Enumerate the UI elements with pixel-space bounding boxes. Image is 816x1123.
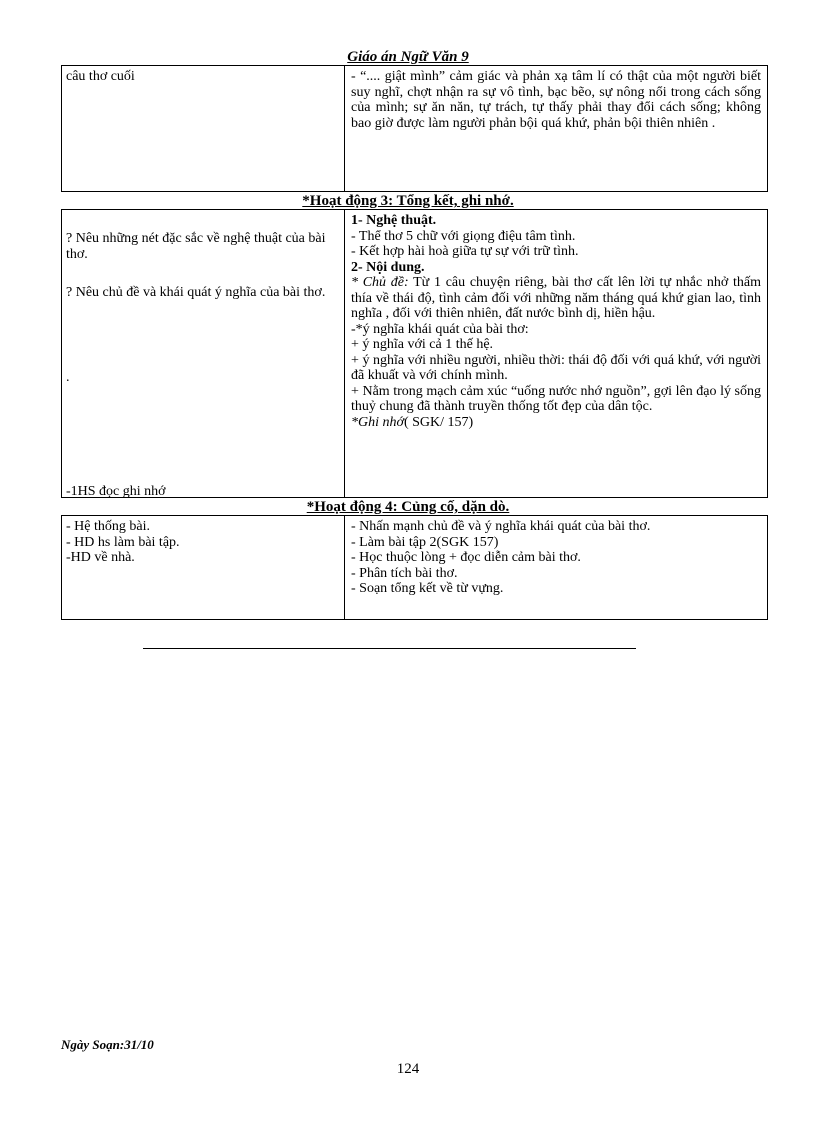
dot-text: . [66, 370, 70, 385]
left-item-2: - HD hs làm bài tập. [66, 534, 180, 550]
table1-right-text: - “.... giật mình” cảm giác và phản xạ tâm lí có thật của một người biết suy nghĩ, chợt nhận ra sự vô tình, bạc bẽo, sự nông nổi trong cách sống của mình; sự ăn năn, tự trách, tự thấy phải thay đổi cách sống; không bao giờ được làm người phản bội quá khứ, phản bội thiên nhiên . [351, 69, 761, 131]
section4-right-cell [345, 516, 767, 619]
section3-title: *Hoạt động 3: Tổng kết, ghi nhớ. [302, 193, 514, 209]
section3-left-cell [62, 210, 345, 497]
table1-left-cell [62, 66, 345, 191]
table-continuation [61, 65, 768, 192]
meaning-item-2: + ý nghĩa với nhiều người, nhiều thời: thái độ đối với quá khứ, với người đã khuất và với chính mình. [351, 352, 761, 383]
section4-title: *Hoạt động 4: Củng cố, dặn dò. [306, 499, 510, 515]
question-art: ? Nêu những nét đặc sắc về nghệ thuật của bài thơ. [66, 231, 326, 262]
page-header-title: Giáo án Ngữ Văn 9 [347, 49, 469, 65]
table-section4 [61, 515, 768, 620]
heading-content: 2- Nội dung. [351, 259, 425, 275]
section4-left-cell [62, 516, 345, 619]
table1-left-text: câu thơ cuối [66, 69, 135, 84]
topic-text: Từ 1 câu chuyện riêng, bài thơ cất lên lời tự nhắc nhở thấm thía về thái độ, tình cảm đối với những năm tháng quá khứ gian lao, tình nghĩa , đối với thiên nhiên, đất nước bình dị, hiền hậu. [351, 275, 762, 321]
meaning-heading: -*ý nghĩa khái quát của bài thơ: [351, 321, 529, 337]
left-item-1: - Hệ thống bài. [66, 519, 150, 534]
right-item-4: - Phân tích bài thơ. [351, 565, 458, 581]
right-item-1: - Nhấn mạnh chủ đề và ý nghĩa khái quát của bài thơ. [351, 519, 651, 534]
right-item-2: - Làm bài tập 2(SGK 157) [351, 534, 499, 550]
separator-line [143, 648, 636, 649]
topic-label: * Chủ đề: [351, 275, 409, 290]
read-note-text: -1HS đọc ghi nhớ [66, 484, 166, 499]
note-text: ( SGK/ 157) [403, 414, 474, 430]
meaning-item-1: + ý nghĩa với cả 1 thế hệ. [351, 337, 494, 352]
section3-right-cell [345, 210, 767, 497]
topic-paragraph [351, 275, 761, 322]
note-paragraph [351, 415, 761, 431]
right-item-3: - Học thuộc lòng + đọc diễn cảm bài thơ. [351, 550, 581, 565]
art-item-1: - Thể thơ 5 chữ với giọng điệu tâm tình. [351, 228, 576, 244]
left-item-3: -HD về nhà. [66, 550, 135, 565]
page-number: 124 [396, 1061, 420, 1077]
table1-right-cell [345, 66, 767, 191]
table-section3 [61, 209, 768, 498]
meaning-item-3: + Nằm trong mạch cảm xúc “uống nước nhớ nguồn”, gợi lên đạo lý sống thuỷ chung đã thành truyền thống tốt đẹp của dân tộc. [351, 383, 761, 414]
right-item-5: - Soạn tổng kết về từ vựng. [351, 581, 504, 596]
prep-date: Ngày Soạn:31/10 [61, 1037, 154, 1052]
heading-art: 1- Nghệ thuật. [351, 213, 437, 228]
art-item-2: - Kết hợp hài hoà giữa tự sự với trữ tình. [351, 244, 579, 259]
note-label: *Ghi nhớ [351, 414, 404, 430]
question-topic: ? Nêu chủ đề và khái quát ý nghĩa của bài thơ. [66, 285, 326, 300]
